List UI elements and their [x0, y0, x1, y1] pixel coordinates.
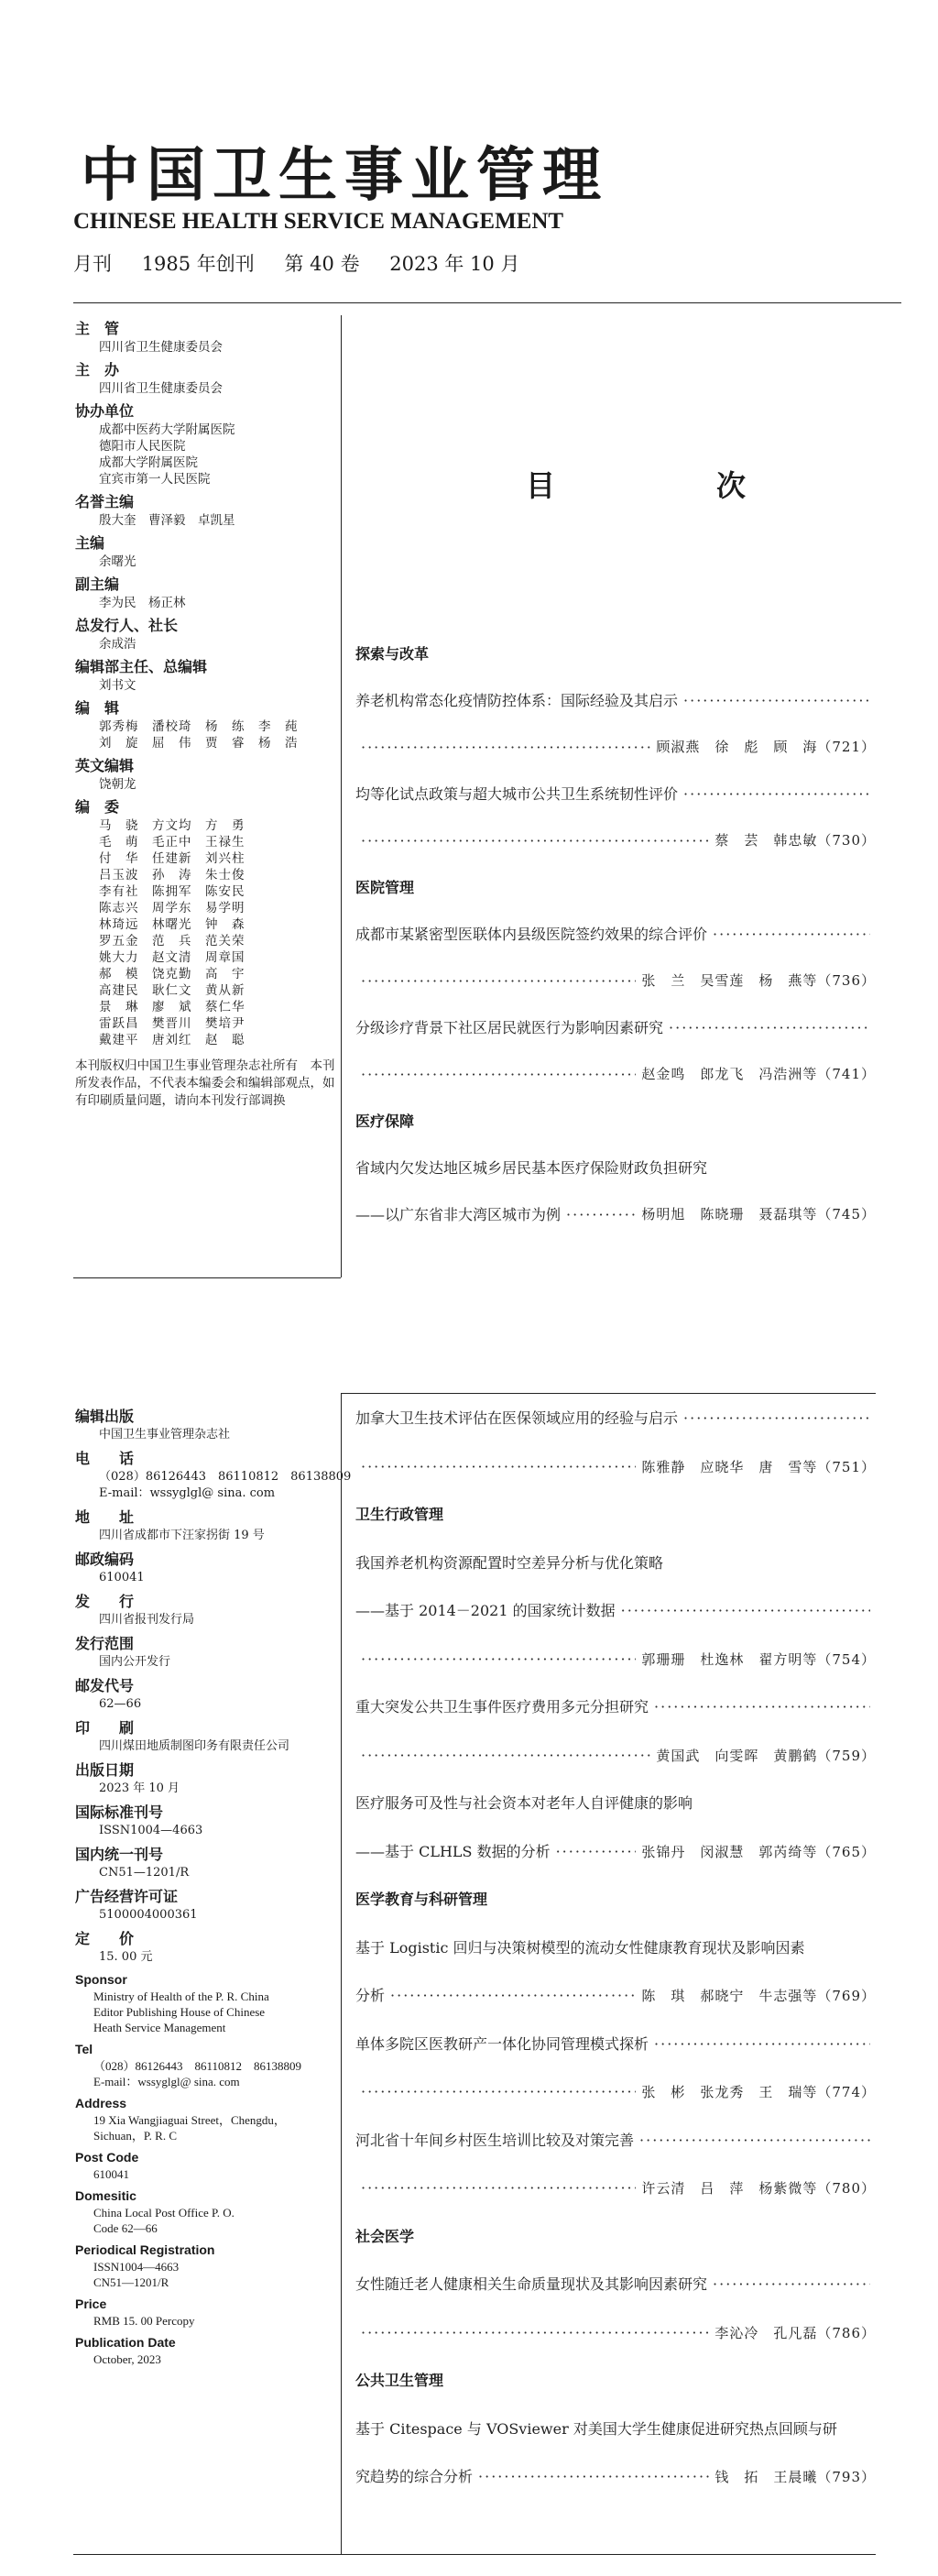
- sidebar-line: 刘 旋 屈 伟 贾 睿 杨 浩: [99, 736, 299, 751]
- sidebar-heading: 定 价: [75, 1930, 135, 1947]
- sidebar-heading: 电 话: [75, 1450, 135, 1467]
- sidebar-line-en: October, 2023: [93, 2352, 161, 2366]
- sidebar-line: 四川省报刊发行局: [99, 1613, 195, 1627]
- article-authors-page: 黄国武 向雯晖 黄鹏鹤（759）: [656, 1747, 876, 1764]
- sidebar-line-en: Ministry of Health of the P. R. China: [93, 1990, 269, 2003]
- editorial-sidebar: [75, 319, 341, 1110]
- sidebar-group-en: [75, 2149, 341, 2182]
- toc-author-line: [355, 958, 876, 1004]
- sidebar-heading: 主 管: [75, 320, 120, 337]
- sidebar-line: 成都中医药大学附属医院: [99, 422, 235, 437]
- dot-leader: [683, 771, 870, 817]
- sidebar-line: 中国卫生事业管理杂志社: [99, 1428, 231, 1441]
- article-authors-page: 陈雅静 应晓华 唐 雪等（751）: [641, 1458, 876, 1475]
- article-title: 省域内欠发达地区城乡居民基本医疗保险财政负担研究: [355, 1159, 708, 1177]
- sidebar-heading: 邮政编码: [75, 1551, 135, 1568]
- article-title: 分级诊疗背景下社区居民就医行为影响因素研究: [355, 1019, 664, 1036]
- sidebar-line: CN51—1201/R: [99, 1866, 190, 1880]
- sidebar-line: 姚大力 赵文清 周章国: [99, 950, 245, 965]
- sidebar-heading: 地 址: [75, 1508, 135, 1526]
- sidebar-group: [75, 492, 341, 529]
- pub-volume: 第 40 卷: [284, 253, 360, 275]
- article-subtitle: ——以广东省非大湾区城市为例: [355, 1206, 562, 1223]
- dot-leader: [361, 2068, 636, 2117]
- column-divider-bottom: [341, 1393, 342, 2555]
- toc-author-line: [355, 1732, 876, 1781]
- dot-leader: [683, 677, 870, 724]
- sidebar-heading: 编 辑: [75, 699, 120, 717]
- toc-article-title: [355, 1145, 876, 1191]
- sidebar-heading: 印 刷: [75, 1719, 135, 1737]
- dot-leader: [361, 2309, 709, 2358]
- sidebar-line: 15. 00 元: [99, 1950, 153, 1964]
- sidebar-heading-en: Tel: [75, 2042, 93, 2056]
- pub-founded: 1985 年创刊: [141, 253, 255, 275]
- sidebar-line: 德阳市人民医院: [99, 439, 186, 454]
- toc-author-line: [355, 1051, 876, 1098]
- dot-leader: [361, 1051, 636, 1098]
- sidebar-line-en: Editor Publishing House of Chinese: [93, 2005, 266, 2019]
- dot-leader: [713, 2261, 870, 2309]
- sidebar-group: [75, 401, 341, 488]
- sidebar-group: [75, 657, 341, 694]
- sidebar-line: 郝 模 饶克勤 高 宇: [99, 967, 245, 981]
- sidebar-group: [75, 797, 341, 1048]
- sidebar-line: 毛 萌 毛正中 王禄生: [99, 835, 245, 850]
- sidebar-line: 罗五金 范 兵 范关荣: [99, 934, 245, 948]
- toc-article-title: [355, 1540, 876, 1588]
- dot-leader: [361, 817, 709, 864]
- dot-leader: [361, 724, 650, 771]
- toc-article-subtitle: [355, 1587, 876, 1636]
- sidebar-line: 马 骁 方文均 方 勇: [99, 818, 245, 833]
- article-authors-page: 陈 琪 郝晓宁 牛志强等（769）: [641, 1988, 876, 2004]
- column-divider-top: [341, 315, 342, 1277]
- article-subtitle: ——基于 CLHLS 数据的分析: [355, 1842, 551, 1860]
- toc-article-subtitle: [355, 1191, 876, 1238]
- sidebar-line: 吕玉波 孙 涛 朱士俊: [99, 868, 245, 882]
- sidebar-group: [75, 1634, 341, 1671]
- pub-date: 2023 年 10 月: [389, 253, 520, 275]
- article-authors-page: 许云清 吕 萍 杨紫微等（780）: [641, 2180, 876, 2197]
- dot-leader: [361, 958, 636, 1004]
- dot-leader: [361, 1443, 636, 1492]
- sidebar-line-en: RMB 15. 00 Percopy: [93, 2314, 195, 2328]
- sidebar-line: 四川省卫生健康委员会: [99, 340, 223, 355]
- publication-info: [73, 249, 543, 277]
- sidebar-group: [75, 1803, 341, 1839]
- sidebar-group: [75, 1592, 341, 1628]
- sidebar-bottom-rule: [73, 1277, 341, 1278]
- sidebar-group: [75, 1507, 341, 1544]
- sidebar-line: 刘书文: [99, 678, 136, 693]
- article-authors-page: 张锦丹 闵淑慧 郭芮绮等（765）: [641, 1843, 876, 1860]
- sidebar-line: 高建民 耿仁文 黄从新: [99, 983, 245, 998]
- article-title: 女性随迁老人健康相关生命质量现状及其影响因素研究: [355, 2275, 708, 2293]
- sidebar-group: [75, 1845, 341, 1881]
- article-title: 基于 Citespace 与 VOSviewer 对美国大学生健康促进研究热点回顾与研: [355, 2419, 837, 2438]
- dot-leader: [478, 2453, 709, 2502]
- sidebar-line: 付 华 任建新 刘兴柱: [99, 851, 245, 866]
- sidebar-bottom-rule-2: [73, 2554, 341, 2555]
- toc-author-line: [355, 1443, 876, 1492]
- sidebar-heading: 英文编辑: [75, 757, 135, 774]
- dot-leader: [621, 1587, 870, 1636]
- sidebar-line-en: China Local Post Office P. O.: [93, 2206, 234, 2220]
- sidebar-group: [75, 360, 341, 397]
- table-of-contents-top: [355, 630, 876, 1238]
- sidebar-line: ISSN1004—4663: [99, 1824, 203, 1837]
- toc-article-title: [355, 2117, 876, 2165]
- sidebar-line: 景 琳 廖 斌 蔡仁华: [99, 1000, 245, 1014]
- sidebar-group: [75, 1887, 341, 1924]
- masthead-divider: [73, 302, 901, 303]
- sidebar-heading: 出版日期: [75, 1761, 135, 1779]
- article-authors-page: 李沁冷 孔凡磊（786）: [714, 2324, 876, 2341]
- sidebar-heading: 协办单位: [75, 402, 135, 420]
- toc-article-title: [355, 677, 876, 724]
- sidebar-heading-en: Periodical Registration: [75, 2242, 215, 2257]
- dot-leader: [683, 1395, 870, 1443]
- toc-article-title: [355, 771, 876, 817]
- toc-author-line: [355, 2309, 876, 2358]
- sidebar-line-en: ISSN1004—4663: [93, 2260, 180, 2274]
- sidebar-heading: 广告经营许可证: [75, 1888, 179, 1905]
- sidebar-group-en: [75, 2334, 341, 2367]
- toc-article-subtitle: [355, 1828, 876, 1877]
- sidebar-line: 余成浩: [99, 637, 136, 652]
- sidebar-group: [75, 756, 341, 793]
- sidebar-line-en: CN51—1201/R: [93, 2275, 169, 2289]
- sidebar-heading: 副主编: [75, 575, 120, 593]
- toc-article-subtitle: [355, 2453, 876, 2502]
- dot-leader: [566, 1191, 636, 1238]
- toc-top-rule: [341, 1393, 876, 1394]
- sidebar-group: [75, 1718, 341, 1755]
- article-authors-page: 赵金鸣 郎龙飞 冯浩洲等（741）: [641, 1066, 876, 1082]
- sidebar-group: [75, 575, 341, 611]
- sidebar-group-en: [75, 2296, 341, 2329]
- sidebar-line: 国内公开发行: [99, 1655, 171, 1669]
- sidebar-heading: 发 行: [75, 1593, 135, 1610]
- sidebar-line-en: （028）86126443 86110812 86138809: [93, 2059, 302, 2073]
- dot-leader: [713, 911, 870, 958]
- sidebar-line: 四川省卫生健康委员会: [99, 381, 223, 396]
- article-title: 成都市某紧密型医联体内县级医院签约效果的综合评价: [355, 926, 708, 943]
- dot-leader: [361, 2165, 636, 2213]
- article-subtitle: ——基于 2014－2021 的国家统计数据: [355, 1602, 616, 1619]
- sidebar-line: 饶朝龙: [99, 777, 136, 792]
- sidebar-line-en: E-mail：wssyglgl@ sina. com: [93, 2075, 240, 2088]
- toc-author-line: [355, 2165, 876, 2213]
- sidebar-heading: 编辑出版: [75, 1408, 135, 1425]
- sidebar-heading-en: Price: [75, 2296, 107, 2311]
- sidebar-group-en: [75, 2187, 341, 2236]
- sidebar-line-en: Code 62—66: [93, 2221, 158, 2235]
- sidebar-heading: 主 办: [75, 361, 120, 378]
- sidebar-group: [75, 533, 341, 570]
- toc-section-heading: 医疗保障: [355, 1113, 415, 1130]
- article-title: 基于 Logistic 回归与决策树模型的流动女性健康教育现状及影响因素: [355, 1938, 805, 1957]
- sidebar-line: 雷跃昌 樊晋川 樊培尹: [99, 1016, 245, 1031]
- sidebar-heading: 邮发代号: [75, 1677, 135, 1694]
- article-authors-page: 顾淑燕 徐 彪 顾 海（721）: [656, 739, 876, 755]
- toc-section-heading: 社会医学: [355, 2227, 415, 2245]
- sidebar-heading-en: Sponsor: [75, 1972, 127, 1987]
- sidebar-group-en: [75, 2095, 341, 2143]
- toc-article-title: [355, 2021, 876, 2069]
- sidebar-line: 610041: [99, 1571, 145, 1584]
- article-authors-page: 郭珊珊 杜逸林 翟方明等（754）: [641, 1650, 876, 1668]
- toc-article-title: [355, 2261, 876, 2309]
- article-title: 我国养老机构资源配置时空差异分析与优化策略: [355, 1553, 664, 1572]
- sidebar-heading: 编 委: [75, 798, 120, 816]
- toc-author-line: [355, 2068, 876, 2117]
- sidebar-line: E-mail：wssyglgl@ sina. com: [99, 1486, 276, 1500]
- sidebar-line-en: 610041: [93, 2167, 129, 2181]
- publication-sidebar: [75, 1407, 352, 2373]
- journal-title-en: CHINESE HEALTH SERVICE MANAGEMENT: [73, 209, 564, 234]
- sidebar-heading: 编辑部主任、总编辑: [75, 658, 208, 675]
- sidebar-line-en: Heath Service Management: [93, 2021, 226, 2034]
- toc-section-heading: 探索与改革: [355, 645, 430, 663]
- sidebar-line: 四川省成都市下汪家拐街 19 号: [99, 1529, 265, 1542]
- sidebar-group: [75, 1550, 341, 1586]
- sidebar-heading: 国内统一刊号: [75, 1846, 164, 1863]
- toc-author-line: [355, 817, 876, 864]
- sidebar-group: [75, 1676, 341, 1713]
- dot-leader: [361, 1732, 650, 1781]
- sidebar-line-en: Sichuan，P. R. C: [93, 2129, 178, 2143]
- article-subtitle: 究趋势的综合分析: [355, 2468, 474, 2485]
- toc-article-title: [355, 1780, 876, 1828]
- sidebar-group-en: [75, 2041, 341, 2089]
- sidebar-line: （028）86126443 86110812 86138809: [99, 1470, 352, 1484]
- sidebar-heading: 国际标准刊号: [75, 1803, 164, 1821]
- toc-article-title: [355, 1683, 876, 1732]
- sidebar-group: [75, 1760, 341, 1797]
- article-title: 重大突发公共卫生事件医疗费用多元分担研究: [355, 1698, 649, 1716]
- copyright-notice: 本刊版权归中国卫生事业管理杂志社所有 本刊所发表作品，不代表本编委会和编辑部观点，如有印刷质量问题，请向本刊发行部调换: [75, 1058, 335, 1108]
- sidebar-heading: 发行范围: [75, 1635, 135, 1652]
- toc-section-heading: 卫生行政管理: [355, 1506, 444, 1523]
- sidebar-heading-en: Domesitic: [75, 2188, 136, 2203]
- article-title: 加拿大卫生技术评估在医保领域应用的经验与启示: [355, 1409, 679, 1427]
- sidebar-line: 郭秀梅 潘校琦 杨 练 李 莼: [99, 719, 299, 734]
- sidebar-group: [75, 1449, 352, 1502]
- sidebar-line: 成都大学附属医院: [99, 455, 198, 470]
- toc-section-heading: 医院管理: [355, 879, 415, 896]
- sidebar-line: 宜宾市第一人民医院: [99, 472, 211, 487]
- sidebar-heading: 主编: [75, 534, 105, 552]
- article-authors-page: 钱 拓 王晨曦（793）: [714, 2469, 876, 2485]
- toc-article-title: [355, 1004, 876, 1051]
- article-subtitle: 分析: [355, 1987, 386, 2004]
- sidebar-line-en: 19 Xia Wangjiaguai Street，Chengdu，: [93, 2113, 286, 2127]
- toc-section-heading: 医学教育与科研管理: [355, 1891, 488, 1908]
- sidebar-line: 四川煤田地质制图印务有限责任公司: [99, 1739, 290, 1753]
- sidebar-line: 林琦远 林曙光 钟 森: [99, 917, 245, 932]
- dot-leader: [556, 1828, 637, 1877]
- sidebar-heading: 总发行人、社长: [75, 617, 179, 634]
- sidebar-group: [75, 319, 341, 356]
- sidebar-heading-en: Address: [75, 2096, 127, 2110]
- sidebar-line: 5100004000361: [99, 1908, 198, 1922]
- sidebar-line: 殷大奎 曹泽毅 卓凯星: [99, 513, 235, 528]
- dot-leader: [654, 2021, 870, 2069]
- sidebar-line: 2023 年 10 月: [99, 1781, 180, 1795]
- toc-article-title: [355, 2406, 876, 2454]
- dot-leader: [390, 1972, 636, 2021]
- toc-article-title: [355, 911, 876, 958]
- sidebar-line: 62—66: [99, 1697, 142, 1711]
- sidebar-group: [75, 1929, 341, 1966]
- toc-author-line: [355, 1636, 876, 1684]
- toc-heading: 目 次: [526, 468, 813, 503]
- sidebar-group: [75, 698, 341, 751]
- article-title: 均等化试点政策与超大城市公共卫生系统韧性评价: [355, 785, 679, 803]
- article-authors-page: 张 彬 张龙秀 王 瑞等（774）: [641, 2084, 876, 2100]
- table-of-contents-bottom: [355, 1395, 876, 2502]
- article-authors-page: 蔡 芸 韩忠敏（730）: [714, 832, 876, 849]
- pub-frequency: 月刊: [73, 253, 112, 275]
- toc-bottom-rule: [341, 2554, 876, 2555]
- sidebar-line: 李有社 陈拥军 陈安民: [99, 884, 245, 899]
- article-title: 医疗服务可及性与社会资本对老年人自评健康的影响: [355, 1794, 693, 1812]
- dot-leader: [361, 1636, 636, 1684]
- sidebar-line: 李为民 杨正林: [99, 596, 186, 610]
- article-title: 河北省十年间乡村医生培训比较及对策完善: [355, 2131, 635, 2149]
- dot-leader: [654, 1683, 870, 1732]
- sidebar-heading-en: Publication Date: [75, 2335, 176, 2350]
- toc-article-subtitle: [355, 1972, 876, 2021]
- sidebar-line: 陈志兴 周学东 易学明: [99, 901, 245, 915]
- sidebar-line: 余曙光: [99, 554, 136, 569]
- sidebar-line: 戴建平 唐刘红 赵 聪: [99, 1033, 245, 1047]
- article-authors-page: 杨明旭 陈晓珊 聂磊琪等（745）: [641, 1206, 876, 1222]
- sidebar-heading: 名誉主编: [75, 493, 135, 510]
- sidebar-group-en: [75, 1971, 341, 2035]
- dot-leader: [669, 1004, 870, 1051]
- article-title: 单体多院区医教研产一体化协同管理模式探析: [355, 2034, 649, 2053]
- toc-section-heading: 公共卫生管理: [355, 2372, 444, 2389]
- sidebar-group: [75, 1407, 341, 1443]
- article-authors-page: 张 兰 吴雪莲 杨 燕等（736）: [641, 972, 876, 989]
- sidebar-heading-en: Post Code: [75, 2150, 139, 2165]
- sidebar-group-en: [75, 2242, 341, 2290]
- toc-article-title: [355, 1395, 876, 1443]
- toc-author-line: [355, 724, 876, 771]
- journal-title-cn: 中国卫生事业管理: [81, 142, 608, 210]
- dot-leader: [639, 2117, 870, 2165]
- toc-article-title: [355, 1924, 876, 1973]
- sidebar-group: [75, 616, 341, 652]
- article-title: 养老机构常态化疫情防控体系：国际经验及其启示: [355, 692, 679, 709]
